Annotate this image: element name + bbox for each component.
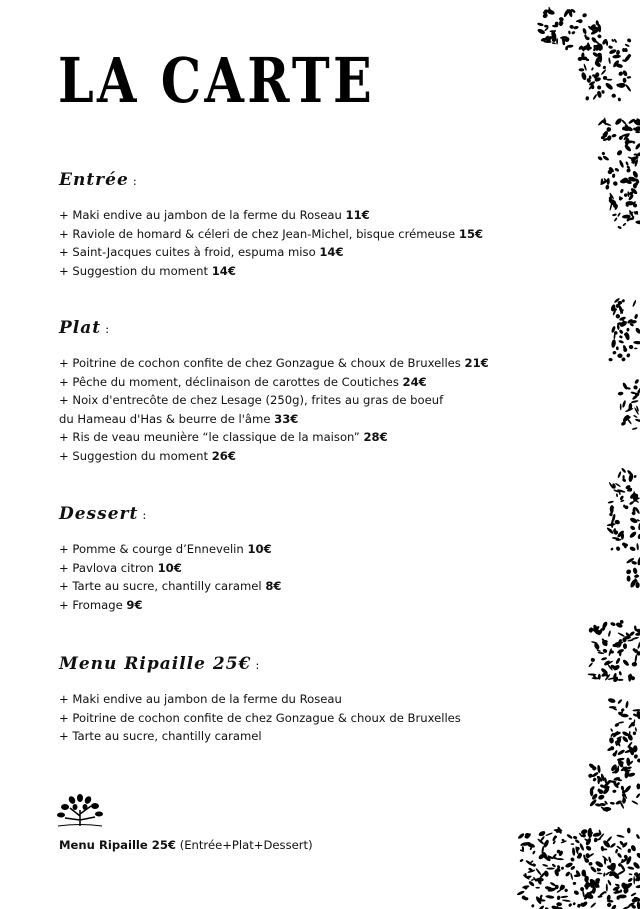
leaf-mark — [617, 870, 626, 876]
leaf-mark — [572, 902, 576, 906]
menu-item-price: 33€ — [274, 411, 299, 426]
menu-item-price: 28€ — [363, 430, 388, 444]
leaf-mark — [538, 830, 546, 837]
menu-item — [59, 354, 489, 373]
leaf-mark — [634, 574, 639, 578]
leaf-mark — [602, 65, 606, 69]
menu-item-name: + Pavlova citron — [59, 560, 154, 575]
leaf-mark — [626, 353, 631, 358]
section-heading — [59, 170, 483, 190]
leaf-mark — [519, 858, 524, 862]
leaf-mark — [542, 864, 548, 868]
leaf-mark — [622, 222, 626, 226]
leaf-mark — [618, 671, 622, 676]
leaf-mark — [622, 475, 624, 479]
leaf-mark — [579, 843, 585, 852]
leaf-mark — [625, 568, 632, 575]
menu-section-3 — [59, 654, 461, 746]
leaf-mark — [622, 659, 630, 667]
leaf-mark — [635, 582, 640, 588]
leaf-mark — [633, 876, 635, 884]
leaf-mark — [618, 71, 624, 77]
leaf-mark — [608, 856, 612, 863]
leaf-mark — [617, 391, 623, 396]
leaf-mark — [601, 69, 607, 76]
leaf-mark — [608, 358, 612, 362]
leaf-mark — [621, 357, 626, 362]
leaf-mark — [610, 622, 616, 627]
leaf-mark — [574, 839, 580, 844]
leaf-mark — [609, 737, 615, 744]
leaf-mark — [632, 427, 638, 430]
leaf-mark — [618, 97, 622, 101]
leaf-mark — [606, 902, 611, 907]
leaf-mark — [549, 881, 556, 886]
menu-item-name: + Pêche du moment, déclinaison de carottes de Coutiches — [59, 374, 399, 389]
leaf-mark — [604, 82, 613, 91]
leaf-mark — [610, 802, 615, 805]
leaf-mark — [622, 400, 627, 408]
tree-logo-icon — [55, 792, 105, 832]
menu-item — [59, 243, 483, 262]
menu-item — [59, 727, 461, 746]
leaf-mark — [637, 758, 640, 763]
menu-item-name: + Pomme & courge d’Ennevelin — [59, 542, 244, 556]
menu-item — [59, 391, 489, 410]
leaf-mark — [625, 701, 629, 709]
leaf-mark — [597, 895, 602, 898]
section-heading-text: Plat — [59, 318, 102, 338]
section-heading-text: Menu Ripaille 25€ — [59, 654, 252, 674]
heading-colon: : — [255, 658, 261, 672]
leaf-mark — [611, 133, 617, 137]
leaf-mark — [635, 327, 640, 335]
leaf-mark — [570, 872, 574, 880]
leaf-mark — [629, 517, 638, 524]
leaf-mark — [616, 834, 625, 838]
leaf-mark — [632, 567, 638, 574]
leaf-mark — [614, 217, 618, 222]
leaf-mark — [630, 844, 637, 852]
leaf-mark — [616, 50, 621, 56]
leaf-mark — [597, 872, 603, 874]
menu-section-0 — [59, 170, 483, 280]
leaf-mark — [633, 475, 637, 479]
leaf-mark — [633, 341, 640, 345]
leaf-mark — [634, 313, 639, 319]
leaf-mark — [581, 72, 588, 81]
leaf-mark — [554, 829, 563, 832]
leaf-mark — [572, 847, 576, 856]
leaf-mark — [617, 852, 623, 858]
leaf-mark — [633, 415, 638, 419]
leaf-mark — [579, 68, 585, 72]
leaf-mark — [630, 892, 636, 897]
leaf-mark — [571, 31, 576, 35]
leaf-mark — [612, 54, 621, 58]
leaf-mark — [611, 339, 616, 348]
leaf-mark — [592, 777, 597, 782]
leaf-mark — [629, 546, 636, 552]
leaf-mark — [597, 85, 602, 90]
leaf-mark — [568, 30, 571, 34]
leaf-mark — [627, 576, 631, 582]
leaf-mark — [624, 332, 630, 341]
leaf-mark — [624, 785, 632, 794]
leaf-mark — [620, 188, 625, 193]
leaf-mark — [615, 883, 620, 886]
menu-item-price: 14€ — [211, 263, 236, 278]
leaf-mark — [618, 340, 624, 344]
leaf-mark — [628, 344, 634, 350]
leaf-mark — [594, 837, 598, 842]
footer-menu-name: Menu Ripaille 25€ — [59, 838, 176, 852]
leaf-mark — [624, 43, 629, 47]
leaf-mark — [612, 173, 616, 178]
menu-item-price: 8€ — [265, 579, 282, 593]
leaf-mark — [545, 895, 554, 899]
leaf-mark — [636, 783, 640, 789]
leaf-mark — [610, 904, 617, 909]
leaf-mark — [608, 45, 613, 49]
leaf-mark — [588, 662, 593, 668]
menu-item — [59, 540, 281, 559]
leaf-mark — [597, 156, 603, 162]
leaf-mark — [629, 531, 638, 539]
leaf-mark — [588, 862, 593, 866]
leaf-mark — [627, 76, 632, 79]
section-heading-text: Dessert — [59, 504, 139, 524]
leaf-mark — [608, 57, 611, 64]
leaf-mark — [629, 525, 635, 531]
leaf-mark — [597, 652, 604, 655]
section-heading — [59, 318, 489, 338]
leaf-mark — [612, 180, 618, 186]
leaf-mark — [619, 329, 624, 335]
leaf-mark — [635, 131, 640, 133]
leaf-mark — [590, 658, 595, 663]
leaf-mark — [538, 905, 545, 909]
leaf-mark — [516, 890, 525, 896]
leaf-mark — [612, 351, 616, 355]
leaf-mark — [617, 679, 623, 681]
menu-item-name: + Tarte au sucre, chantilly caramel — [59, 729, 262, 743]
menu-item — [59, 596, 281, 615]
leaf-mark — [570, 857, 575, 862]
leaf-mark — [626, 328, 629, 332]
menu-section-1 — [59, 318, 489, 465]
leaf-mark — [552, 42, 556, 45]
menu-item — [59, 559, 281, 578]
leaf-mark — [612, 789, 617, 793]
leaf-mark — [635, 793, 640, 799]
leaf-mark — [611, 39, 615, 43]
leaf-mark — [615, 546, 621, 552]
leaf-mark — [633, 385, 638, 390]
leaf-mark — [626, 757, 631, 766]
leaf-mark — [540, 836, 546, 842]
menu-item-name: + Noix d'entrecôte de chez Lesage (250g), frites au gras de boeuf — [59, 393, 444, 407]
leaf-mark — [620, 404, 622, 411]
leaf-mark — [592, 94, 597, 101]
leaf-mark — [597, 765, 601, 774]
leaf-mark — [588, 627, 594, 634]
leaf-mark — [621, 467, 627, 473]
leaf-mark — [635, 727, 638, 732]
menu-item — [59, 225, 483, 244]
section-heading-text: Entrée — [59, 170, 129, 190]
footer-menu-detail: (Entrée+Plat+Dessert) — [179, 838, 313, 852]
menu-item-name: + Tarte au sucre, chantilly caramel — [59, 579, 262, 593]
menu-item — [59, 428, 489, 447]
leaf-mark — [565, 871, 571, 877]
leaf-mark — [577, 903, 581, 908]
menu-item — [59, 373, 489, 392]
leaf-mark — [620, 864, 626, 872]
leaf-mark — [617, 212, 621, 217]
menu-item-name: du Hameau d'Has & beurre de l'âme — [59, 411, 271, 426]
leaf-mark — [635, 418, 640, 423]
leaf-mark — [531, 904, 535, 908]
leaf-mark — [582, 13, 588, 19]
menu-item-price: 14€ — [319, 245, 344, 259]
leaf-mark — [598, 674, 601, 680]
leaf-mark — [573, 882, 577, 885]
leaf-mark — [637, 901, 640, 909]
leaf-mark — [596, 649, 601, 652]
leaf-mark — [589, 798, 598, 807]
leaf-mark — [546, 867, 554, 869]
leaf-mark — [535, 868, 542, 876]
menu-item-name: + Suggestion du moment — [59, 263, 208, 278]
leaf-mark — [607, 697, 616, 703]
menu-item-price: 10€ — [157, 560, 182, 575]
leaf-mark — [566, 833, 573, 839]
menu-item-price: 26€ — [211, 448, 236, 463]
leaf-mark — [623, 643, 627, 649]
menu-footer-note — [59, 838, 313, 852]
leaf-mark — [617, 632, 625, 638]
menu-item-price: 15€ — [458, 226, 484, 241]
leaf-mark — [537, 22, 544, 27]
leaf-mark — [629, 717, 632, 720]
leaf-mark — [627, 877, 633, 883]
leaf-mark — [635, 834, 640, 840]
leaf-mark — [636, 852, 640, 860]
leaf-mark — [627, 828, 631, 834]
menu-item-name: + Poitrine de cochon confite de chez Gonzague & choux de Bruxelles — [59, 356, 461, 370]
leaf-mark — [616, 346, 619, 350]
leaf-mark — [617, 699, 623, 705]
leaf-mark — [602, 155, 610, 161]
menu-item-name: + Raviole de homard & céleri de chez Jean-Michel, bisque crémeuse — [59, 226, 456, 241]
leaf-mark — [614, 167, 619, 172]
leaf-mark — [532, 863, 537, 867]
leaf-mark — [632, 300, 637, 308]
leaf-mark — [612, 213, 617, 216]
menu-item-price: 24€ — [402, 374, 427, 389]
leaf-mark — [569, 24, 575, 29]
leaf-mark — [590, 865, 598, 873]
menu-item-price: 21€ — [464, 356, 489, 370]
leaf-mark — [616, 493, 618, 497]
leaf-mark — [573, 890, 580, 896]
menu-item — [59, 577, 281, 596]
leaf-mark — [617, 225, 622, 229]
section-heading — [59, 654, 461, 674]
leaf-mark — [552, 835, 557, 842]
leaf-mark — [532, 850, 536, 855]
leaf-mark — [631, 800, 639, 805]
menu-item-price: 11€ — [345, 208, 370, 222]
page-title: LA CARTE — [58, 44, 375, 117]
leaf-mark — [608, 630, 612, 637]
leaf-mark — [551, 863, 556, 868]
leaf-mark — [610, 728, 613, 732]
leaf-mark — [582, 28, 587, 35]
leaf-mark — [557, 895, 561, 900]
leaf-mark — [633, 732, 636, 736]
leaf-mark — [561, 866, 565, 870]
menu-section-2 — [59, 504, 281, 614]
leaf-mark — [601, 657, 608, 661]
leaf-mark — [603, 122, 611, 127]
leaf-mark — [608, 48, 617, 54]
leaf-mark — [607, 879, 612, 886]
leaf-mark — [579, 886, 584, 891]
leaf-mark — [634, 378, 640, 384]
leaf-mark — [609, 842, 616, 848]
leaf-mark — [628, 873, 632, 875]
menu-item-name: + Maki endive au jambon de la ferme du Roseau — [59, 208, 342, 222]
leaf-mark — [608, 500, 615, 503]
section-heading — [59, 504, 281, 524]
leaf-mark — [635, 632, 640, 636]
leaf-mark — [634, 654, 637, 663]
menu-item-price: 10€ — [247, 542, 272, 556]
leaf-mark — [560, 895, 568, 898]
leaf-mark — [564, 888, 569, 893]
heading-colon: : — [142, 508, 148, 522]
leaf-mark — [634, 347, 638, 349]
leaf-mark — [618, 159, 624, 168]
leaf-mark — [545, 832, 553, 836]
menu-item-name: + Fromage — [59, 597, 123, 612]
leaf-mark — [588, 673, 597, 676]
leaf-mark — [612, 94, 616, 98]
leaf-mark — [606, 527, 614, 535]
leaf-mark — [517, 832, 525, 839]
leaf-mark — [635, 220, 640, 224]
menu-item-name: + Saint-Jacques cuites à froid, espuma miso — [59, 245, 316, 259]
leaf-mark — [535, 887, 540, 889]
leaf-mark — [618, 721, 624, 724]
heading-colon: : — [105, 322, 111, 336]
leaf-mark — [631, 636, 639, 640]
leaf-mark — [601, 90, 605, 94]
menu-item — [59, 410, 489, 429]
leaf-mark — [631, 400, 639, 404]
leaf-mark — [622, 78, 626, 84]
leaf-mark — [596, 90, 602, 98]
leaf-mark — [627, 866, 635, 870]
leaf-mark — [627, 848, 631, 853]
menu-item-name: + Ris de veau meunière “le classique de la maison” — [59, 430, 360, 444]
leaf-mark — [591, 67, 594, 71]
leaf-mark — [594, 860, 604, 868]
leaf-mark — [625, 161, 629, 166]
leaf-mark — [617, 749, 626, 756]
leaf-mark — [617, 471, 622, 478]
leaf-mark — [615, 849, 619, 854]
leaf-mark — [590, 902, 597, 908]
menu-item — [59, 262, 483, 281]
menu-item — [59, 709, 461, 728]
leaf-mark — [556, 38, 558, 45]
leaf-mark — [556, 902, 562, 906]
leaf-mark — [562, 899, 571, 902]
leaf-mark — [633, 754, 638, 759]
leaf-mark — [573, 25, 579, 30]
leaf-mark — [537, 28, 546, 35]
leaf-mark — [636, 543, 639, 550]
leaf-mark — [619, 335, 623, 339]
leaf-mark — [625, 84, 632, 92]
menu-item — [59, 447, 489, 466]
menu-item-name: + Maki endive au jambon de la ferme du Roseau — [59, 692, 342, 706]
leaf-mark — [597, 794, 605, 801]
leaf-mark — [568, 903, 573, 908]
menu-item-name: + Poitrine de cochon confite de chez Gonzague & choux de Bruxelles — [59, 710, 461, 725]
leaf-mark — [606, 884, 608, 892]
leaf-mark — [610, 547, 614, 551]
leaf-mark — [585, 96, 589, 101]
leaf-mark — [525, 859, 534, 866]
heading-colon: : — [132, 174, 138, 188]
leaf-mark — [570, 843, 574, 845]
leaf-mark — [606, 79, 612, 81]
leaf-mark — [615, 657, 621, 664]
leaf-mark — [573, 835, 578, 839]
leaf-mark — [605, 185, 609, 190]
leaf-mark — [580, 828, 588, 835]
leaf-mark — [631, 511, 636, 516]
menu-item-name: + Suggestion du moment — [59, 448, 208, 463]
leaf-mark — [616, 149, 623, 156]
menu-item-price: 9€ — [126, 597, 143, 612]
leaf-mark — [631, 662, 637, 667]
leaf-mark — [601, 151, 605, 155]
menu-item — [59, 690, 461, 709]
leaf-mark — [615, 314, 620, 320]
leaf-mark — [634, 142, 640, 150]
leaf-mark — [597, 34, 602, 39]
leaf-mark — [607, 178, 610, 185]
menu-item — [59, 206, 483, 225]
leaf-mark — [603, 872, 606, 877]
